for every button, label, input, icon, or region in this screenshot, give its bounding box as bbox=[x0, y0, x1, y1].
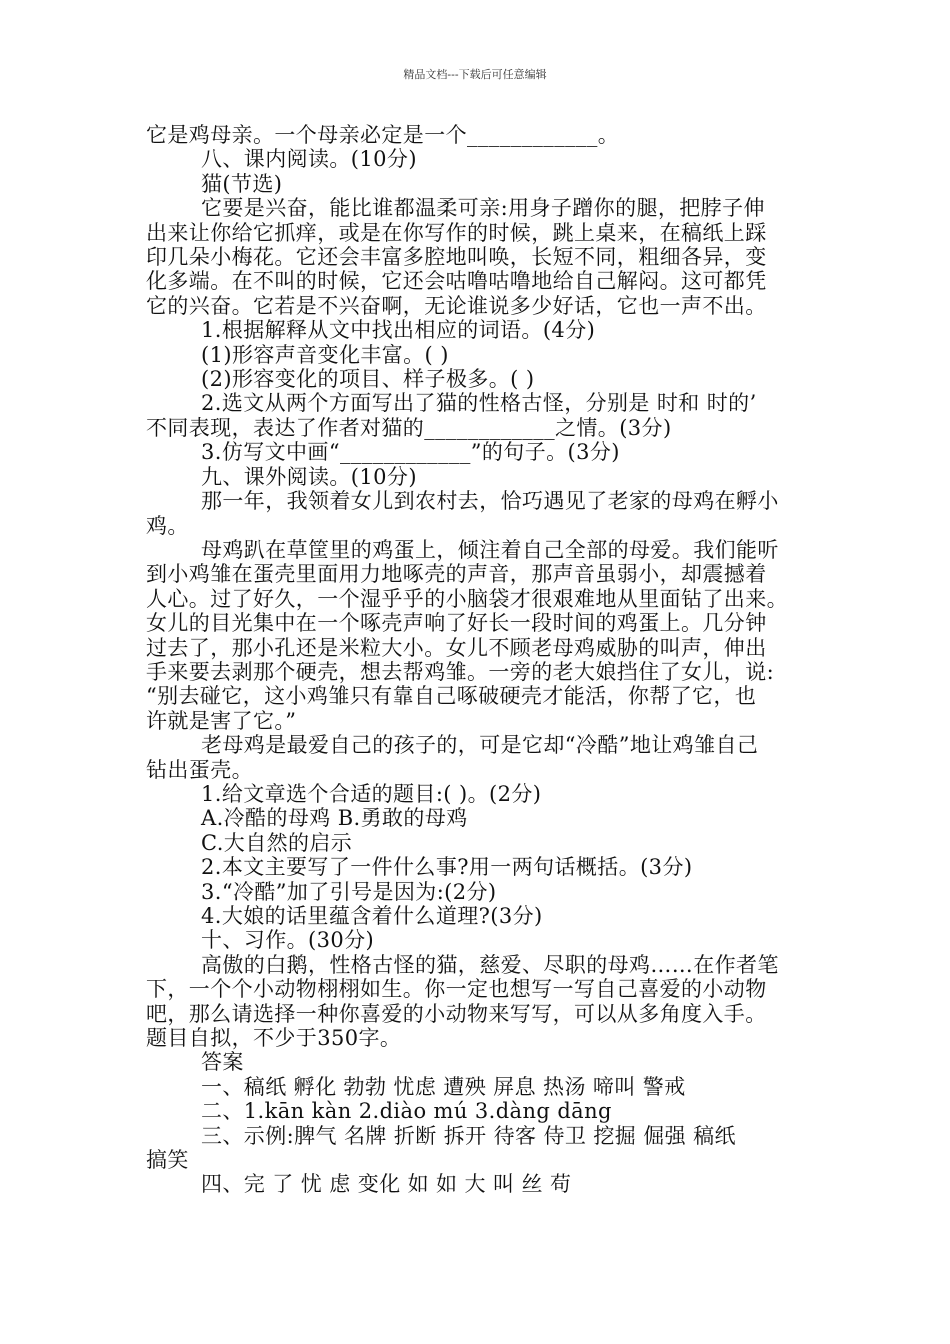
text-line: 2.本文主要写了一件什么事?用一两句话概括。(3分) bbox=[201, 855, 693, 880]
text-line: 母鸡趴在草筐里的鸡蛋上，倾注着自己全部的母爱。我们能听 bbox=[201, 537, 779, 562]
text-line: (2)形容变化的项目、样子极多。( ) bbox=[201, 367, 535, 392]
text-line: 高傲的白鹅，性格古怪的猫，慈爱、尽职的母鸡……在作者笔 bbox=[201, 952, 779, 977]
text-line: 十、习作。(30分) bbox=[201, 928, 375, 953]
text-line: 女儿的目光集中在一个啄壳声响了好长一段时间的鸡蛋上。几分钟 bbox=[146, 611, 767, 636]
text-line: 不同表现，表达了作者对猫的____________之情。(3分) bbox=[146, 415, 672, 440]
text-line: 三、示例:脾气 名牌 折断 拆开 待客 侍卫 挖掘 倔强 稿纸 bbox=[201, 1123, 736, 1148]
text-line: 答案 bbox=[201, 1050, 244, 1075]
text-line: A.冷酷的母鸡 B.勇敢的母鸡 bbox=[201, 806, 468, 831]
document-body bbox=[146, 123, 810, 1197]
text-line: 4.大娘的话里蕴含着什么道理?(3分) bbox=[201, 904, 543, 928]
text-line: 钻出蛋壳。 bbox=[146, 757, 253, 782]
text-line: 那一年，我领着女儿到农村去，恰巧遇见了老家的母鸡在孵小 bbox=[201, 489, 779, 514]
text-line: 过去了，那小孔还是米粒大小。女儿不顾老母鸡威胁的叫声，伸出 bbox=[146, 635, 767, 660]
text-line: 手来要去剥那个硬壳，想去帮鸡雏。一旁的老大娘挡住了女儿，说: bbox=[146, 659, 775, 684]
text-line: 鸡。 bbox=[146, 513, 189, 538]
text-line: 题目自拟，不少于350字。 bbox=[146, 1026, 402, 1051]
text-line: C.大自然的启示 bbox=[201, 830, 353, 855]
text-line: 1.给文章选个合适的题目:( )。(2分) bbox=[201, 781, 542, 806]
text-line: 搞笑 bbox=[146, 1148, 189, 1173]
text-line: 它要是兴奋，能比谁都温柔可亲:用身子蹭你的腿，把脖子伸 bbox=[201, 196, 765, 221]
text-line: 九、课外阅读。(10分) bbox=[201, 464, 417, 489]
text-line: 出来让你给它抓痒，或是在你写作的时候，跳上桌来，在稿纸上踩 bbox=[146, 220, 767, 245]
text-line: 印几朵小梅花。它还会丰富多腔地叫唤，长短不同，粗细各异，变 bbox=[146, 245, 767, 270]
text-line: 二、1.kān kàn 2.diào mú 3.dàng dāng bbox=[201, 1099, 612, 1124]
text-line: 下，一个个小动物栩栩如生。你一定也想写一写自己喜爱的小动物 bbox=[146, 977, 767, 1002]
text-line: 猫(节选) bbox=[201, 171, 283, 196]
text-line: 到小鸡雏在蛋壳里面用力地啄壳的声音，那声音虽弱小，却震撼着 bbox=[146, 562, 767, 587]
text-line: 它的兴奋。它若是不兴奋啊，无论谁说多少好话，它也一声不出。 bbox=[146, 293, 767, 318]
text-line: 四、完 了 忧 虑 变化 如 如 大 叫 丝 苟 bbox=[201, 1172, 572, 1197]
page-header: 精品文档---下载后可任意编辑 bbox=[403, 68, 547, 81]
text-line: 3.“冷酷”加了引号是因为:(2分) bbox=[201, 879, 497, 904]
text-line: 1.根据解释从文中找出相应的词语。(4分) bbox=[201, 318, 596, 343]
text-line: 2.选文从两个方面写出了猫的性格古怪，分别是 时和 时的’ bbox=[201, 391, 757, 416]
text-line: 老母鸡是最爱自己的孩子的，可是它却“冷酷”地让鸡雏自己 bbox=[201, 733, 759, 758]
text-line: 许就是害了它。” bbox=[146, 708, 297, 733]
text-line: 人心。过了好久，一个湿乎乎的小脑袋才很艰难地从里面钻了出来。 bbox=[146, 586, 788, 611]
text-line: 它是鸡母亲。一个母亲必定是一个____________。 bbox=[146, 123, 620, 147]
text-line: 八、课内阅读。(10分) bbox=[201, 147, 417, 172]
text-line: 吧，那么请选择一种你喜爱的小动物来写写，可以从多角度入手。 bbox=[146, 1001, 767, 1026]
text-line: 化多端。在不叫的时候，它还会咕噜咕噜地给自己解闷。这可都凭 bbox=[146, 269, 767, 294]
text-line: 3.仿写文中画“____________”的句子。(3分) bbox=[201, 440, 620, 465]
text-line: (1)形容声音变化丰富。( ) bbox=[201, 342, 449, 367]
text-line: 一、稿纸 孵化 勃勃 忧虑 遭殃 屏息 热汤 啼叫 警戒 bbox=[201, 1074, 686, 1099]
text-line: “别去碰它，这小鸡雏只有靠自己啄破硬壳才能活，你帮了它，也 bbox=[146, 684, 757, 709]
